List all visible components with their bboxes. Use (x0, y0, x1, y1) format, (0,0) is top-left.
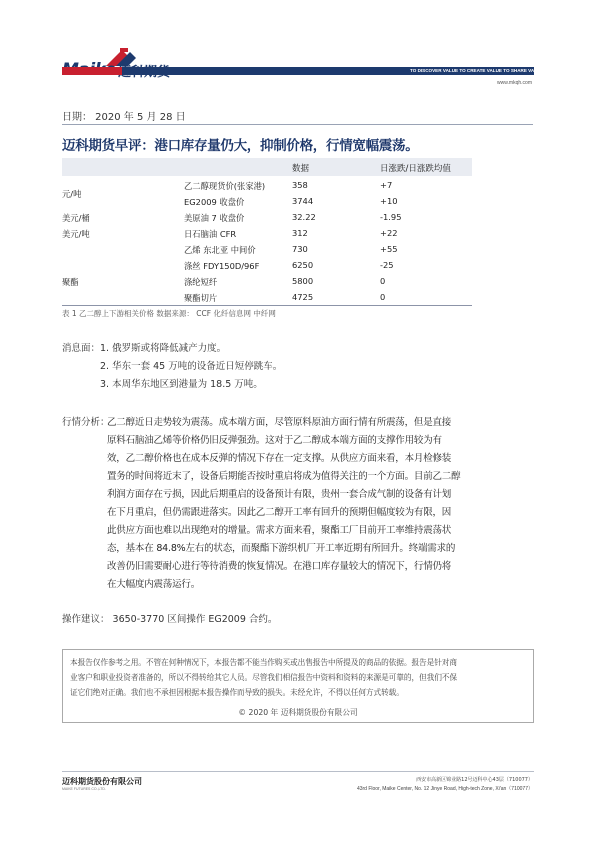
analysis-line: 态，基本在 84.8%左右的状态，而聚酯下游织机厂开工率近期有所回升。终端需求的 (107, 543, 456, 554)
analysis-line: 原料石脑油乙烯等价格仍旧反弹强劲。这对于乙二醇成本端方面的支撑作用较为有 (107, 435, 442, 446)
row-value: 6250 (292, 260, 314, 270)
news-item: 1. 俄罗斯或将降低减产力度。 (100, 343, 227, 354)
report-title: 迈科期货早评：港口库存量仍大，抑制价格，行情宽幅震荡。 (62, 138, 419, 154)
row-name: 乙二醇现货价(张家港) (184, 181, 266, 191)
row-change: -25 (380, 260, 394, 270)
report-date: 日期： 2020 年 5 月 28 日 (62, 112, 186, 123)
row-unit: 聚酯 (62, 277, 79, 287)
table-row (62, 290, 472, 306)
row-unit: 美元/吨 (62, 229, 90, 239)
header-bar-accent (62, 67, 122, 75)
table-header (62, 158, 472, 176)
row-value: 4725 (292, 292, 314, 302)
row-value: 3744 (292, 196, 314, 206)
table-row (62, 274, 472, 290)
analysis-line: 在大幅度内震荡运行。 (107, 579, 201, 590)
table-bottom-rule (62, 305, 472, 306)
row-value: 5800 (292, 276, 314, 286)
row-value: 312 (292, 228, 308, 238)
footer-address: 西安市高新区锦业路12号迈科中心43层（710077） (416, 777, 533, 783)
table-row (62, 226, 472, 242)
header-slogan: TO DISCOVER VALUE TO CREATE VALUE TO SHARE VALUE (410, 68, 544, 73)
copyright: © 2020 年 迈科期货股份有限公司 (238, 708, 358, 717)
footer-address-en: 43rd Floor, Maike Center, No. 12 Jinye Road, High-tech Zone, Xi'an（710077） (356, 786, 533, 792)
news-item: 2. 华东一套 45 万吨的设备近日短停跳车。 (100, 361, 283, 372)
news-item: 3. 本周华东地区到港量为 18.5 万吨。 (100, 379, 263, 390)
analysis-line: 在下月重启，但仍需跟进落实。因此乙二醇开工率有回升的预期但幅度较为有限，因 (107, 507, 452, 518)
analysis-label: 行情分析： (62, 417, 110, 428)
row-value: 358 (292, 180, 308, 190)
row-name: EG2009 收盘价 (184, 197, 245, 207)
row-unit: 美元/桶 (62, 213, 90, 223)
row-change: 0 (380, 276, 386, 286)
disclaimer-line: 本报告仅作参考之用。不管在何种情况下，本报告都不能当作购买或出售报告中所提及的商品的依据。报告是针对商 (70, 658, 457, 667)
disclaimer-line: 业客户和职业投资者准备的，所以不得转给其它人员。尽管我们相信报告中资料和资料的来源是可靠的，但我们不保 (70, 673, 457, 682)
row-name: 涤纶短纤 (184, 277, 218, 287)
analysis-line: 置务的时间将近末了，设备后期能否按时重启将成为值得关注的一个方面。目前乙二醇 (107, 471, 461, 482)
row-value: 32.22 (292, 212, 316, 222)
page-header (0, 0, 595, 100)
column-header-value: 数据 (292, 164, 310, 174)
trading-advice: 操作建议： 3650-3770 区间操作 EG2009 合约。 (62, 614, 278, 625)
footer-company-name-en: MAIKE FUTURES CO.,LTD. (62, 787, 106, 791)
table-row (62, 210, 472, 226)
footer-company-name: 迈科期货股份有限公司 (62, 777, 142, 786)
table-caption: 表 1 乙二醇上下游相关价格 数据来源： CCF 化纤信息网 中纤网 (62, 309, 276, 318)
table-row (62, 178, 472, 199)
row-change: +10 (380, 196, 398, 206)
row-value: 730 (292, 244, 308, 254)
analysis-line: 此供应方面也难以出现绝对的增量。需求方面来看，聚酯工厂目前开工率维持震荡状 (107, 525, 452, 536)
row-change: -1.95 (380, 212, 402, 222)
row-change: 0 (380, 292, 386, 302)
row-name: 日石脑油 CFR (184, 229, 237, 239)
disclaimer-line: 证它们绝对正确。我们也不承担因根据本报告操作而导致的损失。未经允许，不得以任何方式转载。 (70, 688, 404, 697)
news-label: 消息面： (62, 343, 101, 354)
column-header-change: 日涨跌/日涨跌均值 (380, 164, 451, 174)
disclaimer-box (62, 649, 534, 723)
analysis-line: 改善仍旧需要耐心进行等待消费的恢复情况。在港口库存量较大的情况下，行情仍将 (107, 561, 452, 572)
row-change: +22 (380, 228, 398, 238)
price-table (62, 158, 472, 308)
table-row (62, 194, 472, 210)
date-divider (62, 124, 533, 125)
row-unit: 元/吨 (62, 189, 82, 199)
analysis-line: 效，乙二醇价格也在成本反弹的情况下存在一定支撑。从供应方面来看，本月检修装 (107, 453, 452, 464)
footer-divider (62, 771, 534, 772)
row-name: 聚酯切片 (184, 293, 218, 303)
analysis-line: 利润方面存在亏损，因此后期重启的设备预计有限，贵州一套合成气制的设备有计划 (107, 489, 452, 500)
row-name: 涤丝 FDY150D/96F (184, 261, 260, 271)
analysis-line: 乙二醇近日走势较为震荡。成本端方面，尽管原料原油方面行情有所震荡，但是直接 (107, 417, 452, 428)
row-name: 乙烯 东北亚 中间价 (184, 245, 256, 255)
row-name: 美原油 7 收盘价 (184, 213, 245, 223)
row-change: +7 (380, 180, 393, 190)
header-website[interactable]: www.mkqh.com (496, 80, 532, 86)
table-row (62, 242, 472, 258)
table-row (62, 258, 472, 274)
row-change: +55 (380, 244, 398, 254)
